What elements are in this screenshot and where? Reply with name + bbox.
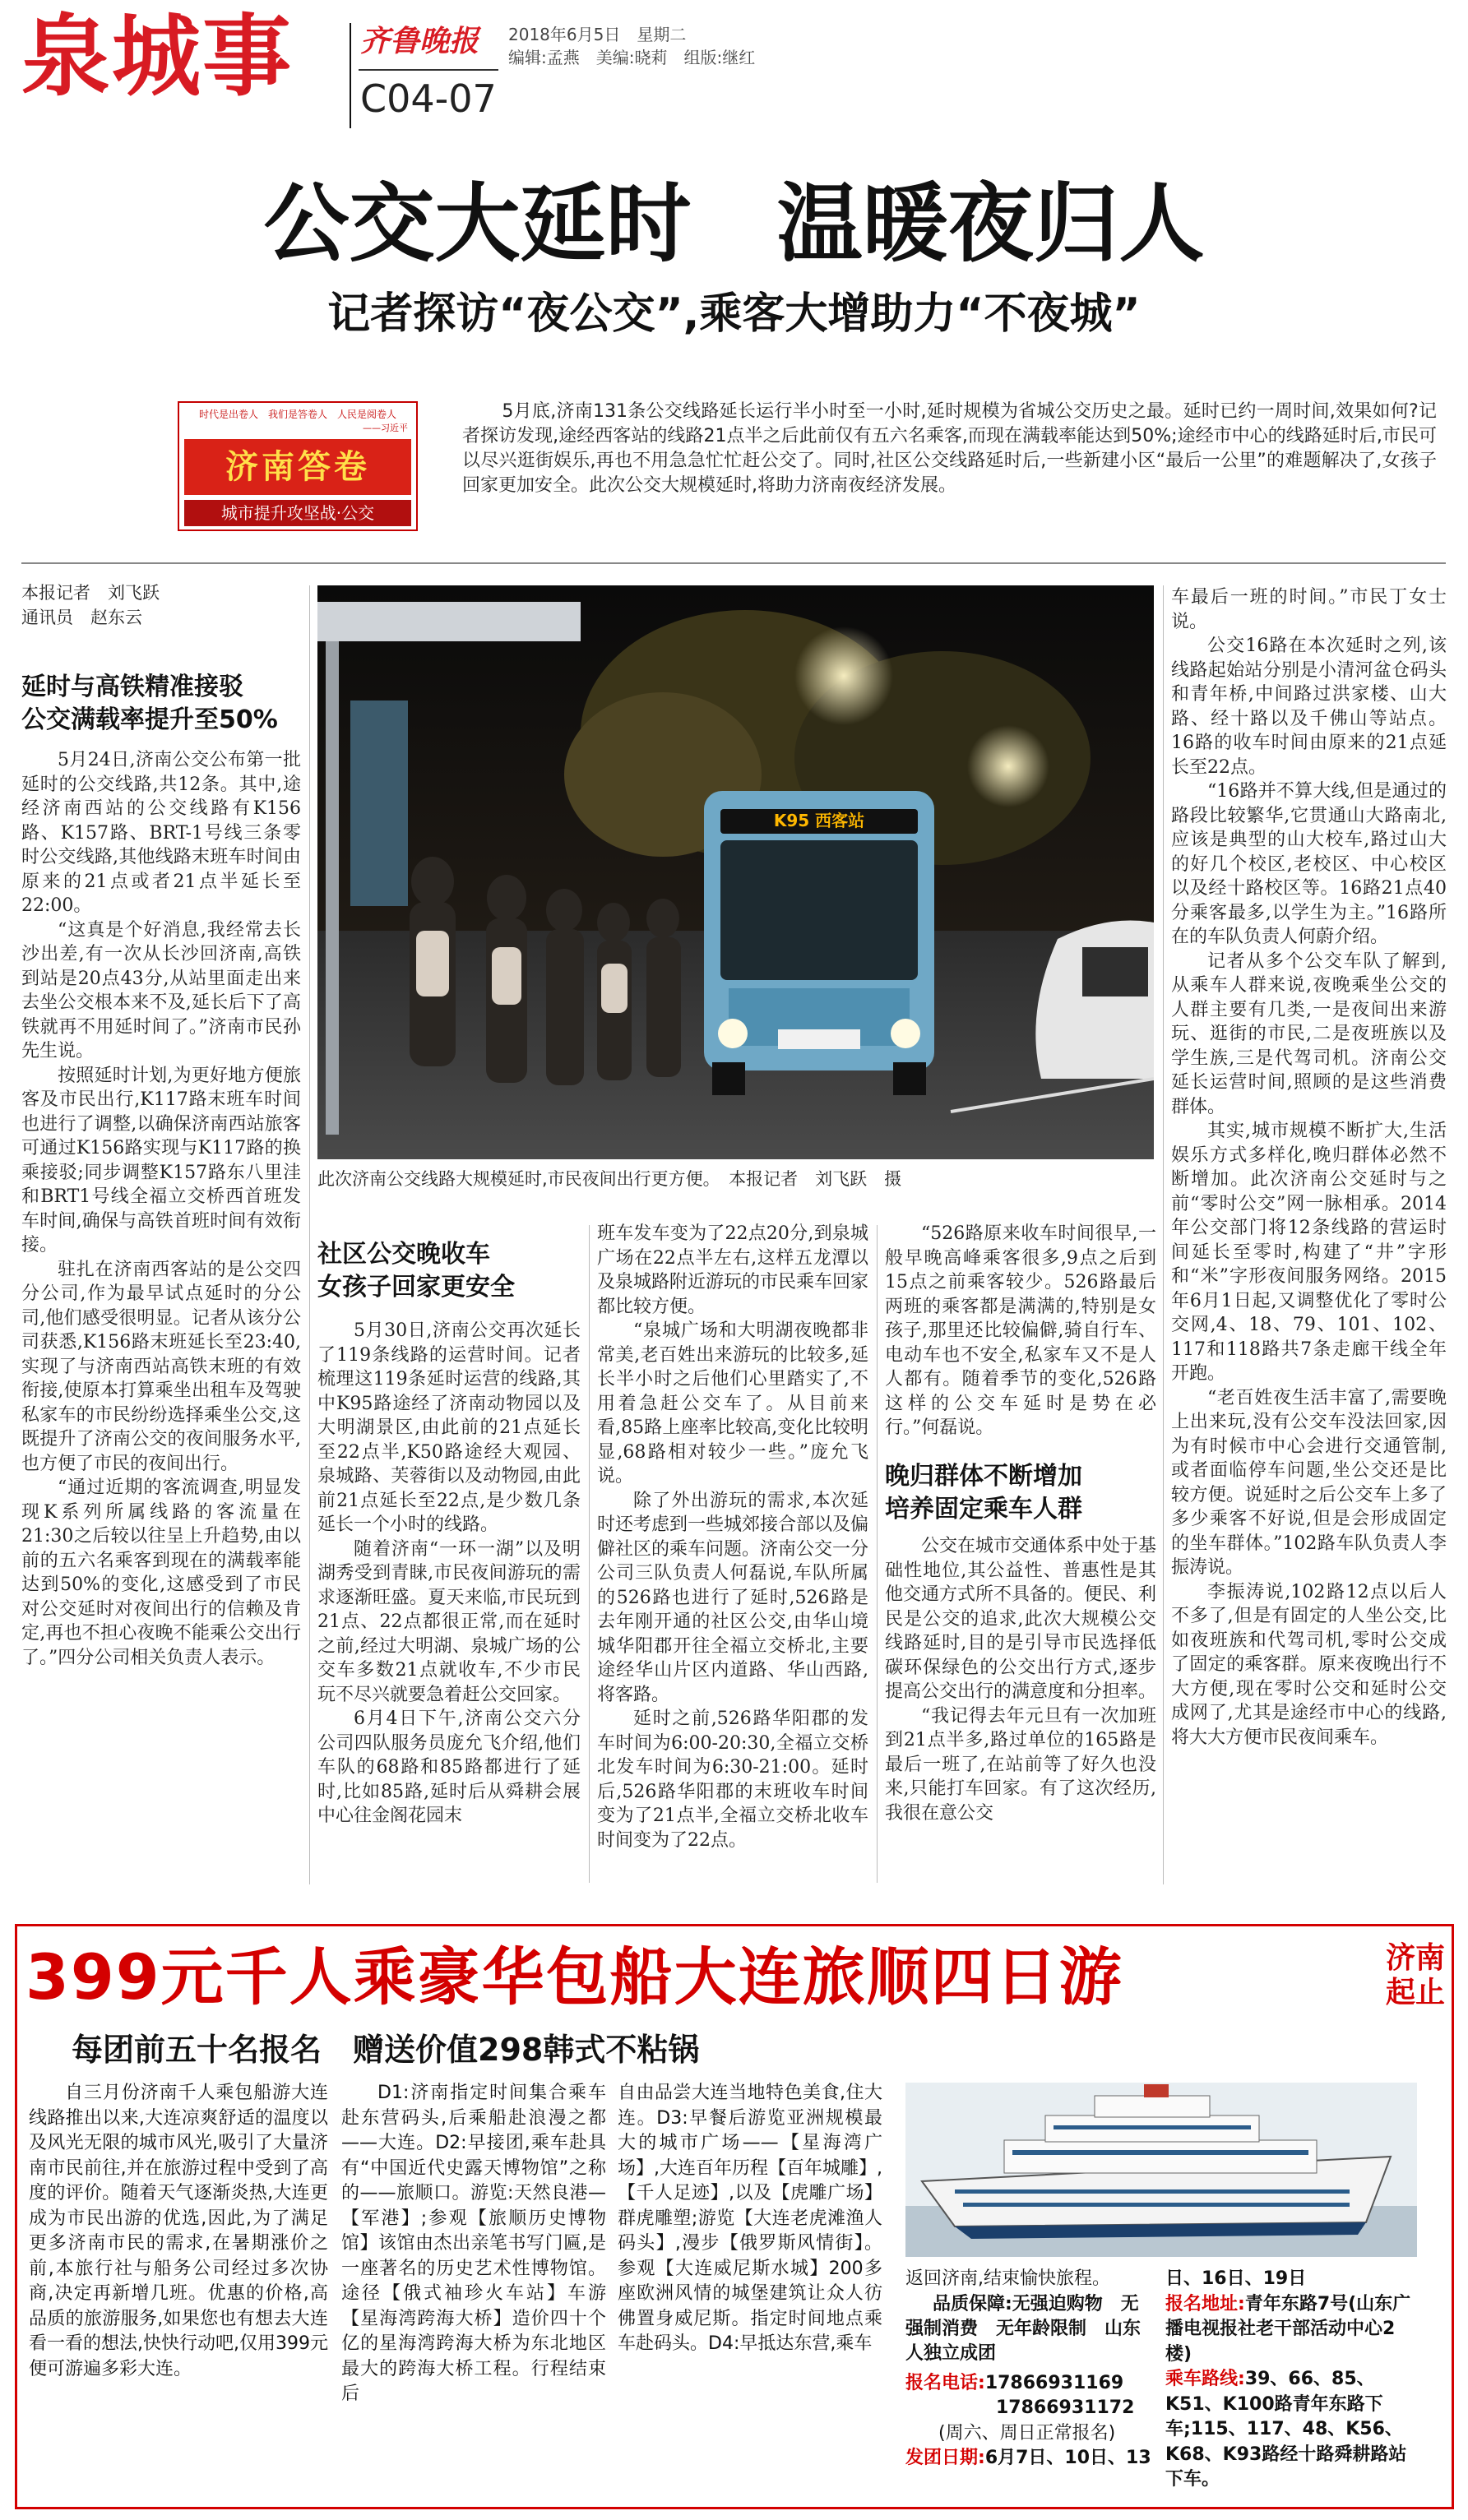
paragraph: “泉城广场和大明湖夜晚都非常美,老百姓出来游玩的比较多,延长半小时之后他们心里踏实了,不用着急赶公交车了。从目前来看,85路上座率比较高,变化比较明显,68路相对较少一些。”庞允飞说。 bbox=[597, 1320, 868, 1487]
section1-body bbox=[21, 748, 301, 1899]
column-divider bbox=[877, 1225, 878, 1883]
paragraph: 5月30日,济南公交再次延长了119条线路的运营时间。记者梳理这119条延时运营的线路,其中K95路途经了济南动物园以及大明湖景区,由此前的21点延长至22点半,K50路途经大观园、泉城路、芙蓉街以及动物园,由此前21点延长至22点,是少数几条延长一个小时的线路。 bbox=[317, 1320, 581, 1535]
section3-body bbox=[885, 1222, 1156, 1450]
ad-bus-row bbox=[1165, 2367, 1419, 2493]
section2-body-continued bbox=[597, 1222, 868, 1886]
ship-illustration bbox=[905, 2083, 1417, 2257]
ad-address-row bbox=[1165, 2292, 1419, 2368]
badge-title: 济南答卷 bbox=[184, 439, 411, 495]
masthead-rule bbox=[359, 69, 498, 71]
ad-bottom-left bbox=[905, 2267, 1152, 2505]
ad-itinerary-2: 自由品尝大连当地特色美食,住大连。D3:早餐后游览亚洲规模最大的城市广场——【星海湾广场】,大连百年历程【百年城雕】,【千人足迹】,以及【虎雕广场】群虎雕塑;游览【大连老虎滩渔人码头】,漫步【俄罗斯风情街】。参观【大连威尼斯水城】200多座欧洲风情的城堡建筑让众人彷佛置身威尼斯。指定时间地点乘车赴码头。D4:早抵达东营,乘车 bbox=[618, 2083, 882, 2354]
night-bus-photo bbox=[317, 585, 1154, 1159]
ad-departure-dates: 6月7日、10日、13 bbox=[984, 2448, 1151, 2468]
ad-hours: (周六、周日正常报名) bbox=[938, 2422, 1116, 2444]
byline bbox=[21, 580, 301, 630]
section4-heading-line2: 培养固定乘车人群 bbox=[885, 1495, 1082, 1524]
paragraph: 其实,城市规模不断扩大,生活娱乐方式多样化,晚归群体必然不断增加。此次济南公交延时与之前“零时公交”网一脉相承。2014年公交部门将12条线路的营运时间延长至零时,构建了“井”字形和“米”字形夜间服务网络。2015年6月1日起,又调整优化了零时公交网,4、18、79、101、102、117和118路共7条走廊干线全年开跑。 bbox=[1171, 1121, 1447, 1384]
photo-illustration bbox=[317, 585, 1154, 1159]
paragraph: “这真是个好消息,我经常去长沙出差,有一次从长沙回济南,高铁到站是20点43分,从站里面走出来去坐公交根本来不及,延长后下了高铁就再不用延时间了。”济南市民孙先生说。 bbox=[21, 919, 301, 1061]
paragraph: 5月24日,济南公交公布第一批延时的公交线路,共12条。其中,途经济南西站的公交线路有K156路、K157路、BRT-1号线三条零时公交线路,其他线路末班车时间由原来的21点或者21点半延长至22:00。 bbox=[21, 750, 301, 916]
paragraph: “16路并不算大线,但是通过的路段比较繁华,它贯通山大路南北,应该是典型的山大校车,路过山大的好几个校区,老校区、中心校区以及经十路校区等。16路21点40分乘客最多,以学生为主。”16路所在的车队负责人何蔚介绍。 bbox=[1171, 781, 1447, 947]
section4-heading bbox=[885, 1460, 1156, 1526]
ad-address-label: 报名地址: bbox=[1165, 2293, 1245, 2314]
paragraph: 公交在城市交通体系中处于基础性地位,其公益性、普惠性是其他交通方式所不具备的。便民、利民是公交的追求,此次大规模公交线路延时,目的是引导市民选择低碳环保绿色的公交出行方式,逐步提高公交出行的满意度和分担率。 bbox=[885, 1536, 1156, 1702]
ad-offer: 每团前五十名报名 赠送价值298韩式不粘锅 bbox=[72, 2032, 700, 2068]
lead-paragraph: 5月底,济南131条公交线路延长运行半小时至一小时,延时规模为省城公交历史之最。延时已约一周时间,效果如何?记者探访发现,途经西客站的线路21点半之后此前仅有五六名乘客,而现在满载率能达到50%;途经市中心的线路延时后,市民可以尽兴逛街娱乐,再也不用急急忙忙赶公交了。同时,社区公交线路延时后,一些新建小区“最后一公里”的难题解决了,女孩子回家更加安全。此次公交大规模延时,将助力济南夜经济发展。 bbox=[462, 401, 1437, 496]
ad-phone-1: 17866931169 bbox=[984, 2372, 1124, 2393]
section5-body bbox=[1171, 585, 1447, 1888]
paragraph: 记者从多个公交车队了解到,从乘车人群来说,夜晚乘坐公交的人群主要有几类,一是夜间出来游玩、逛街的市民,二是夜班族以及学生族,三是代驾司机。济南公交延长运营时间,照顾的是这些消费群体。 bbox=[1171, 950, 1447, 1117]
byline-reporter: 本报记者 刘飞跃 bbox=[21, 583, 160, 603]
advertisement bbox=[15, 1924, 1454, 2509]
column-divider bbox=[589, 1225, 590, 1883]
column-divider bbox=[309, 585, 310, 1884]
section4-body bbox=[885, 1534, 1156, 1886]
badge-slogan: 时代是出卷人 我们是答卷人 人民是阅卷人 bbox=[198, 409, 396, 420]
ad-bottom-right bbox=[1165, 2267, 1419, 2505]
ad-itinerary-1: D1:济南指定时间集合乘车赴东营码头,后乘船赴浪漫之都——大连。D2:早接团,乘车赴具有“中国近代史露天博物馆”之称的——旅顺口。游览:天然良港—【军港】;参观【旅顺历史博物馆】该馆由杰出亲笔书写门匾,是一座著名的历史艺术性博物馆。途径【俄式袖珍火车站】车游【星海湾跨海大桥】造价四十个亿的星海湾跨海大桥为东北地区最大的跨海大桥工程。行程结束后 bbox=[341, 2083, 606, 2404]
subheadline: 记者探访“夜公交”,乘客大增助力“不夜城” bbox=[327, 289, 1141, 339]
column-divider bbox=[1163, 585, 1164, 1884]
ad-address: 青年东路7号(山东广播电视报社老干部活动中心2楼) bbox=[1165, 2293, 1411, 2365]
cruise-ship-image bbox=[905, 2083, 1417, 2257]
ad-phone-row bbox=[905, 2371, 1152, 2397]
paragraph: 公交16路在本次延时之列,该线路起始站分别是小清河盆仓码头和青年桥,中间路过洪家楼、山大路、经十路以及千佛山等站点。16路的收车时间由原来的21点延长至22点。 bbox=[1171, 636, 1447, 778]
ad-return: 返回济南,结束愉快旅程。 bbox=[905, 2268, 1110, 2289]
badge-footer: 城市提升攻坚战·公交 bbox=[184, 500, 411, 526]
paragraph: 随着济南“一环一湖”以及明湖秀受到青睐,市民夜间游玩的需求逐渐旺盛。夏天来临,市民玩到21点、22点都很正常,而在延时之前,经过大明湖、泉城广场的公交车多数21点就收车,不少市民玩不尽兴就要急着赶公交回家。 bbox=[317, 1538, 581, 1705]
photo-caption: 此次济南公交线路大规模延时,市民夜间出行更方便。 本报记者 刘飞跃 摄 bbox=[317, 1169, 902, 1189]
ad-corner-line1: 济南 bbox=[1385, 1941, 1445, 1975]
ad-title: 399元千人乘豪华包船大连旅顺四日游 bbox=[25, 1940, 1123, 2014]
issue-date: 2018年6月5日 星期二 bbox=[508, 25, 687, 44]
jinan-answer-badge bbox=[178, 401, 418, 531]
paper-logo: 齐鲁晚报 bbox=[360, 24, 479, 58]
staff-credits: 编辑:孟燕 美编:晓莉 组版:继红 bbox=[508, 48, 756, 67]
ad-dates-continued: 日、16日、19日 bbox=[1165, 2268, 1307, 2289]
section2-heading bbox=[317, 1238, 581, 1304]
paragraph: “526路原来收车时间很早,一般早晚高峰乘客很多,9点之后到15点之前乘客较少。526路最后两班的乘客都是满满的,特别是女孩子,那里还比较偏僻,骑自行车、电动车也不安全,私家车又不是人人都有。随着季节的变化,526路这样的公交车延时是势在必行。”何磊说。 bbox=[885, 1223, 1156, 1438]
badge-attribution: ——习近平 bbox=[363, 423, 408, 433]
paragraph: 李振涛说,102路12点以后人不多了,但是有固定的人坐公交,比如夜班族和代驾司机,零时公交成了固定的乘客群。原来夜晚出行不大方便,现在零时公交和延时公交成网了,尤其是途经市中心的线路,将大大方便市民夜间乘车。 bbox=[1171, 1581, 1447, 1748]
headline: 公交大延时 温暖夜归人 bbox=[263, 173, 1205, 274]
page-number: C04-07 bbox=[360, 76, 497, 121]
section2-heading-line1: 社区公交晚收车 bbox=[317, 1240, 490, 1269]
section1-heading-line1: 延时与高铁精准接驳 bbox=[21, 673, 243, 701]
section1-heading-line2: 公交满载率提升至50% bbox=[21, 705, 278, 734]
ad-phone-label: 报名电话: bbox=[905, 2372, 985, 2393]
section2-body bbox=[317, 1319, 581, 1886]
paragraph: 班车发车变为了22点20分,到泉城广场在22点半左右,这样五龙潭以及泉城路附近游玩的市民乘车回家都比较方便。 bbox=[597, 1223, 868, 1317]
section1-heading bbox=[21, 671, 301, 737]
section2-heading-line2: 女孩子回家更安全 bbox=[317, 1273, 515, 1302]
paragraph: “通过近期的客流调查,明显发现K系列所属线路的客流量在21:30之后较以往呈上升趋势,由以前的五六名乘客到现在的满载率能达到50%的变化,这感受到了市民对公交延时对夜间出行的信赖及肯定,再也不担心夜晚不能乘公交出行了。”四分公司相关负责人表示。 bbox=[21, 1477, 301, 1668]
ad-bus-routes: 39、66、85、K51、K100路青年东路下车;115、117、48、K56、K68、K93路经十路舜耕路站下车。 bbox=[1165, 2369, 1407, 2490]
ad-phone-2: 17866931172 bbox=[996, 2397, 1135, 2418]
paragraph: 车最后一班的时间。”市民丁女士说。 bbox=[1171, 587, 1447, 632]
paragraph: 延时之前,526路华阳郡的发车时间为6:00-20:30,全福立交桥北发车时间为6:30-21:00。延时后,526路华阳郡的末班收车时间变为了21点半,全福立交桥北收车时间变为了22点。 bbox=[597, 1709, 868, 1851]
paragraph: 除了外出游玩的需求,本次延时还考虑到一些城郊接合部以及偏僻社区的乘车问题。济南公交一分公司三队负责人何磊说,车队所属的526路也进行了延时,526路是去年刚开通的社区公交,由华山境城华阳郡开往全福立交桥北,主要途经华山片区内道路、华山西路,将客路。 bbox=[597, 1490, 868, 1705]
ad-departure-label: 发团日期: bbox=[905, 2448, 985, 2468]
byline-correspondent: 通讯员 赵东云 bbox=[21, 608, 142, 627]
paragraph: 按照延时计划,为更好地方便旅客及市民出行,K117路末班车时间也进行了调整,以确保济南西站旅客可通过K156路实现与K117路的换乘接驳;同步调整K157路东八里洼和BRT1号线全福立交桥西首班发车时间,确保与高铁首班时间有效衔接。 bbox=[21, 1065, 301, 1255]
ad-intro: 自三月份济南千人乘包船游大连线路推出以来,大连凉爽舒适的温度以及风光无限的城市风光,吸引了大量济南市民前往,并在旅游过程中受到了高度的评价。随着天气逐渐炎热,大连更成为市民出游的优选,因此,为了满足更多济南市民的需求,在暑期涨价之前,本旅行社与船务公司经过多次协商,决定再新增几班。优惠的价格,高品质的旅游服务,如果您也有想去大连看一看的想法,快快行动吧,仅用399元便可游遍多彩大连。 bbox=[29, 2083, 328, 2379]
masthead-divider bbox=[350, 23, 351, 128]
ad-guarantee: 品质保障:无强迫购物 无强制消费 无年龄限制 山东人独立成团 bbox=[905, 2293, 1142, 2364]
paragraph: “老百姓夜生活丰富了,需要晚上出来玩,没有公交车没法回家,因为有时候市中心会进行交通管制,或者面临停车问题,坐公交还是比较方便。说延时之后公交车上多了多少乘客不好说,但是会形成固定的坐车群体。”102路车队负责人李振涛说。 bbox=[1171, 1387, 1447, 1578]
paragraph: “我记得去年元旦有一次加班到21点半多,路过单位的165路是最后一班了,在站前等了好久也没来,只能打车回家。有了这次经历,我很在意公交 bbox=[885, 1705, 1156, 1824]
paragraph: 6月4日下午,济南公交六分公司四队服务员庞允飞介绍,他们车队的68路和85路都进行了延时,比如85路,延时后从舜耕会展中心往金阁花园末 bbox=[317, 1709, 581, 1826]
ad-corner bbox=[1384, 1941, 1447, 2010]
ad-departure-row bbox=[905, 2446, 1152, 2471]
ad-bus-label: 乘车路线: bbox=[1165, 2369, 1245, 2389]
lead-divider bbox=[21, 562, 1446, 564]
section-title: 泉城事 bbox=[21, 6, 294, 109]
bus-route-sign: K95 西客站 bbox=[773, 811, 865, 830]
section4-heading-line1: 晚归群体不断增加 bbox=[885, 1462, 1082, 1491]
ad-corner-line2: 起止 bbox=[1385, 1976, 1445, 2009]
paragraph: 驻扎在济南西客站的是公交四分公司,作为最早试点延时的分公司,他们感受很明显。记者从该分公司获悉,K156路末班延长至23:40,实现了与济南西站高铁末班的有效衔接,使原本打算乘坐出租车及驾驶私家车的市民纷纷选择乘坐公交,这既提升了济南公交的夜间服务水平,也方便了市民的夜间出行。 bbox=[21, 1259, 301, 1474]
